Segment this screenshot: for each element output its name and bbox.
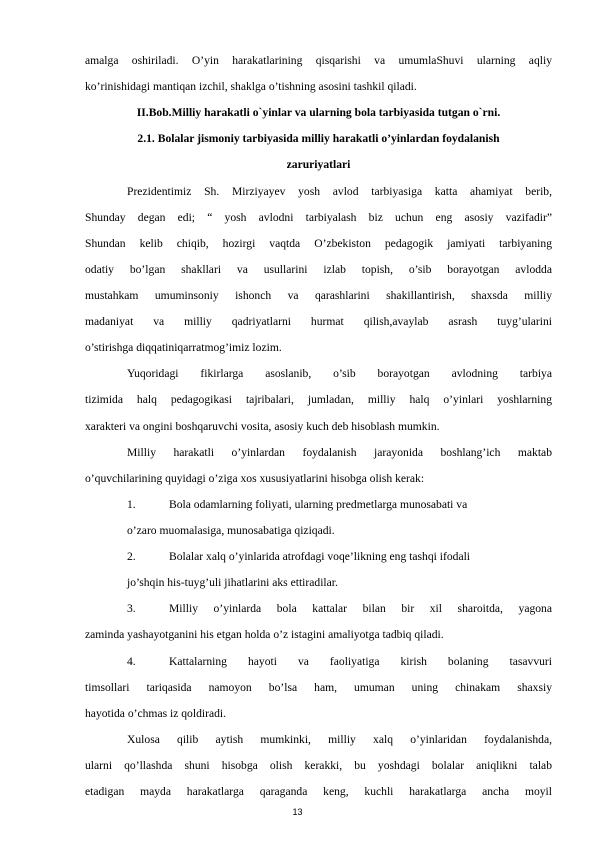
list-item-text: Bolalar xalq o’yinlarida atrofdagi voqe’likning eng tashqi ifodali [169, 550, 471, 563]
chapter-heading: II.Bob.Milliy harakatli o`yinlar va ularning bola tarbiyasida tutgan o`rni. [136, 106, 501, 120]
text-line: Xulosa qilib aytish mumkinki, milliy xalq o’yinlaridan foydalanishda, [127, 732, 552, 746]
list-number: 4. [127, 654, 136, 668]
text-line: Shundan kelib chiqib, hozirgi vaqtda O’zbekiston pedagogik jamiyati tarbiyaning [85, 236, 552, 250]
text-line: o’quvchilarining quyidagi o’ziga xos xususiyatlarini hisobga olish kerak: [85, 471, 425, 485]
page-number: 13 [292, 807, 303, 817]
text-line: o’stirishga diqqatiniqarratmog’imiz lozim. [85, 341, 282, 355]
list-item-text: jo’shqin his-tuyg’uli jihatlarini aks ettiradilar. [127, 576, 338, 590]
text-line: ko’rinishidagi mantiqan izchil, shaklga o’tishning asosini tashkil qiladi. [85, 80, 417, 94]
text-line: timsollari tariqasida namoyon bo’lsa ham, umuman uning chinakam shaxsiy [85, 680, 552, 694]
text-line: Prezidentimiz Sh. Mirziyayev yosh avlod tarbiyasiga katta ahamiyat berib, [127, 184, 552, 198]
text-line: amalga oshiriladi. O’yin harakatlarining qisqarishi va umumlaShuvi ularning aqliy [85, 54, 552, 67]
list-number: 2. [127, 550, 136, 563]
list-item-text: Bola odamlarning foliyati, ularning predmetlarga munosabati va [169, 497, 468, 511]
list-item-text: Kattalarning hayoti va faoliyatiga kirish bolaning tasavvuri [169, 654, 552, 668]
text-line: zaminda yashayotganini his etgan holda o’z istagini amaliyotga tadbiq qiladi. [85, 628, 444, 642]
text-line: ularni qo’llashda shuni hisobga olish kerakki, bu yoshdagi bolalar aniqlikni talab [85, 758, 552, 772]
list-item-text: o’zaro muomalasiga, munosabatiga qiziqadi. [127, 523, 335, 537]
section-heading: 2.1. Bolalar jismoniy tarbiyasida milliy harakatli o’yinlardan foydalanish [137, 132, 500, 146]
list-item-text: Milliy o’yinlarda bola kattalar bilan bir xil sharoitda, yagona [169, 602, 552, 616]
text-line: etadigan mayda harakatlarga qaraganda keng, kuchli harakatlarga ancha moyil [85, 785, 552, 798]
list-number: 3. [127, 602, 136, 616]
text-line: hayotida o’chmas iz qoldiradi. [85, 706, 227, 720]
text-line: xarakteri va ongini boshqaruvchi vosita, asosiy kuch deb hisoblash mumkin. [85, 419, 440, 433]
text-line: tizimida halq pedagogikasi tajribalari, jumladan, milliy halq o’yinlari yoshlarning [85, 393, 552, 407]
text-line: Milliy harakatli o’yinlardan foydalanish jarayonida boshlang’ich maktab [127, 445, 552, 459]
list-number: 1. [127, 497, 136, 511]
text-line: mustahkam umuminsoniy ishonch va qarashlarini shakillantirish, shaxsda milliy [85, 289, 552, 302]
text-line: odatiy bo’lgan shakllari va usullarini izlab topish, o’sib borayotgan avlodda [85, 262, 552, 276]
text-line: Shunday degan edi; “ yosh avlodni tarbiyalash biz uchun eng asosiy vazifadir” [85, 210, 552, 224]
text-line: madaniyat va milliy qadriyatlarni hurmat qilish,avaylab asrash tuyg’ularini [85, 315, 552, 329]
text-line: Yuqoridagi fikirlarga asoslanib, o’sib borayotgan avlodning tarbiya [127, 367, 552, 381]
section-heading-cont: zaruriyatlari [286, 158, 351, 172]
